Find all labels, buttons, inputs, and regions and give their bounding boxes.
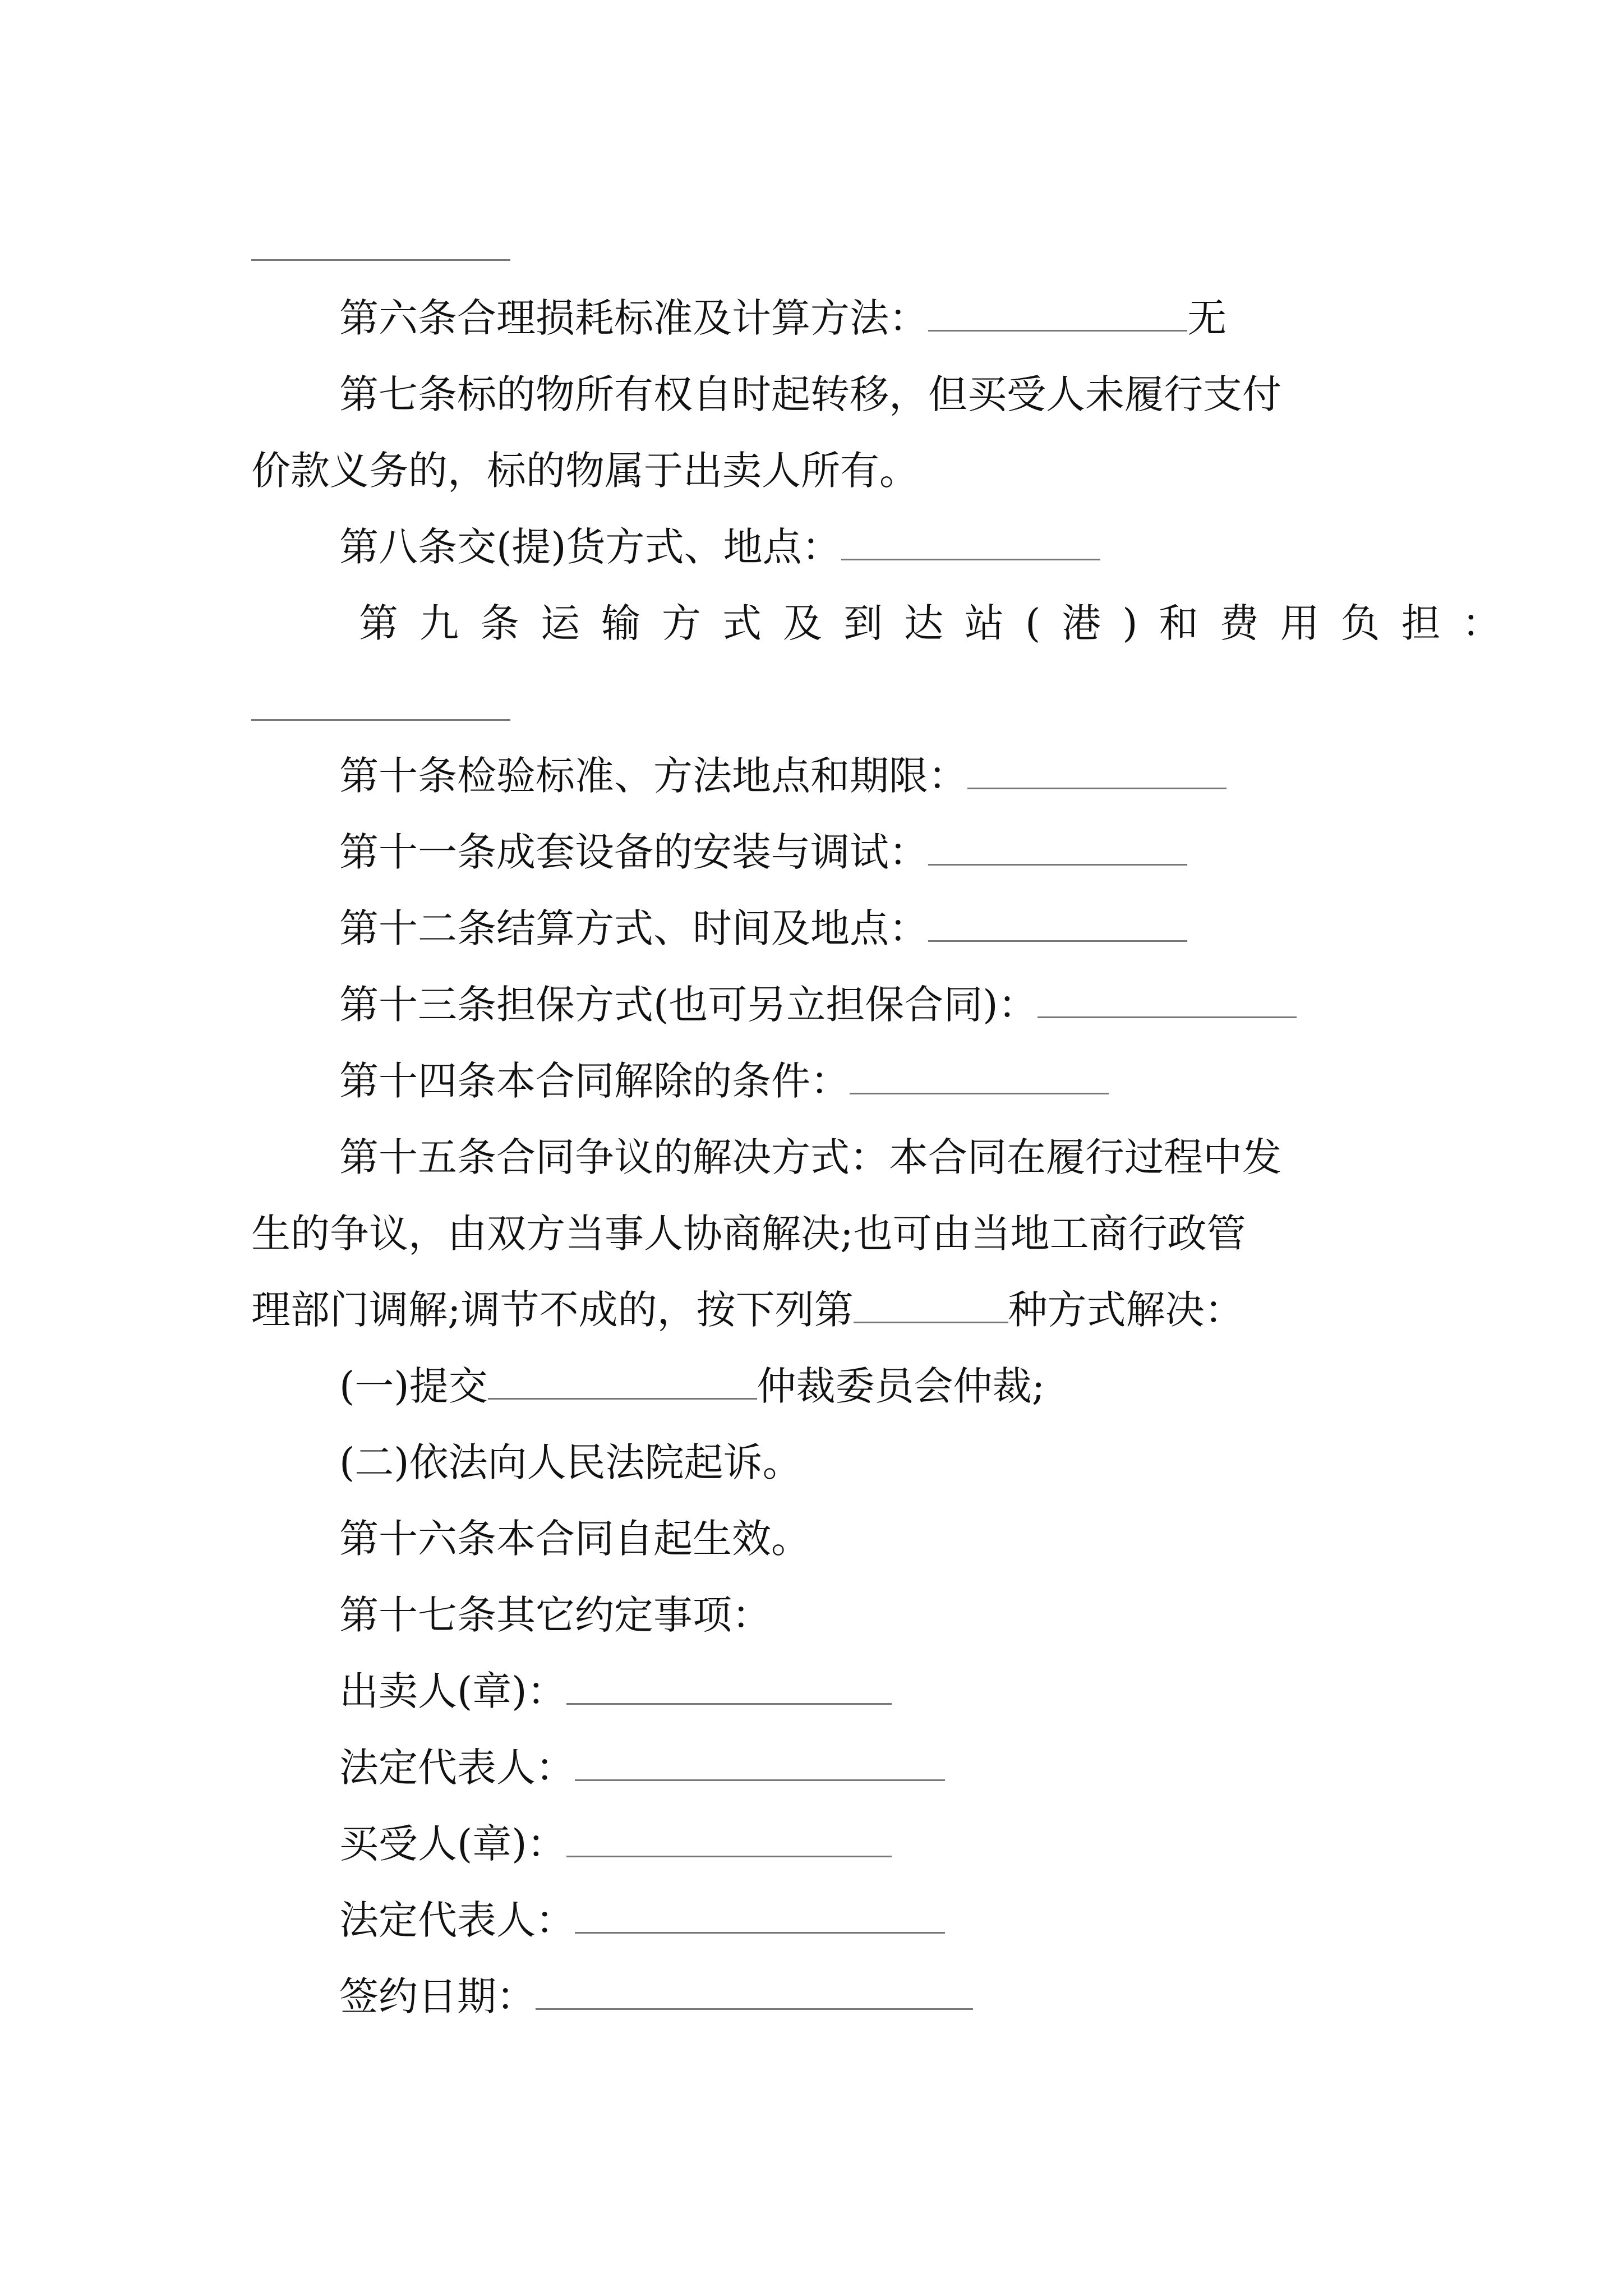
article-15-line-3: 理部门调解;调节不成的，按下列第 种方式解决： xyxy=(251,1287,1244,1333)
blank-field xyxy=(967,755,1227,789)
signature-buyer-rep: 法定代表人： xyxy=(339,1895,1376,1945)
article-6: 第六条合理损耗标准及计算方法： 无 xyxy=(339,295,1227,341)
article-17: 第十七条其它约定事项： xyxy=(339,1592,771,1638)
article-16: 第十六条本合同自起生效。 xyxy=(339,1516,810,1562)
article-15-option-2: (二)依法向人民法院起诉。 xyxy=(339,1439,802,1485)
blank-field xyxy=(566,1823,892,1857)
blank-line-top xyxy=(251,259,510,261)
blank-field xyxy=(928,831,1187,866)
signature-seller-rep: 法定代表人： xyxy=(339,1742,1376,1793)
signature-date: 签约日期： xyxy=(339,1971,1376,2022)
article-7-line-2: 价款义务的，标的物属于出卖人所有。 xyxy=(251,448,919,494)
article-9: 第九条运输方式及到达站(港)和费用负担： xyxy=(359,600,1523,646)
signature-buyer: 买受人(章)： xyxy=(339,1819,1376,1869)
blank-field xyxy=(575,1747,945,1781)
article-14: 第十四条本合同解除的条件： xyxy=(339,1056,1376,1106)
blank-field xyxy=(841,526,1100,560)
article-15-line-1: 第十五条合同争议的解决方式：本合同在履行过程中发 xyxy=(339,1134,1281,1180)
article-8: 第八条交(提)货方式、地点： xyxy=(339,522,1376,572)
article-7-line-1: 第七条标的物所有权自时起转移，但买受人未履行支付 xyxy=(339,371,1281,417)
article-15-line-2: 生的争议，由双方当事人协商解决;也可由当地工商行政管 xyxy=(251,1211,1246,1257)
blank-field xyxy=(1038,984,1297,1018)
article-10: 第十条检验标准、方法地点和期限： xyxy=(339,751,1376,801)
article-15-option-1: (一)提交 仲裁委员会仲裁; xyxy=(339,1363,1045,1409)
article-13: 第十三条担保方式(也可另立担保合同)： xyxy=(339,979,1376,1030)
blank-field xyxy=(536,1976,973,2010)
blank-line-article-9 xyxy=(251,719,510,721)
blank-field xyxy=(566,1671,892,1705)
blank-field xyxy=(928,908,1187,942)
signature-seller: 出卖人(章)： xyxy=(339,1666,1376,1717)
article-12: 第十二条结算方式、时间及地点： xyxy=(339,903,1376,954)
blank-field xyxy=(575,1899,945,1934)
blank-field xyxy=(928,297,1187,332)
blank-field xyxy=(488,1365,757,1400)
blank-field xyxy=(850,1060,1109,1094)
article-11: 第十一条成套设备的安装与调试： xyxy=(339,827,1376,877)
blank-field xyxy=(854,1289,1008,1323)
